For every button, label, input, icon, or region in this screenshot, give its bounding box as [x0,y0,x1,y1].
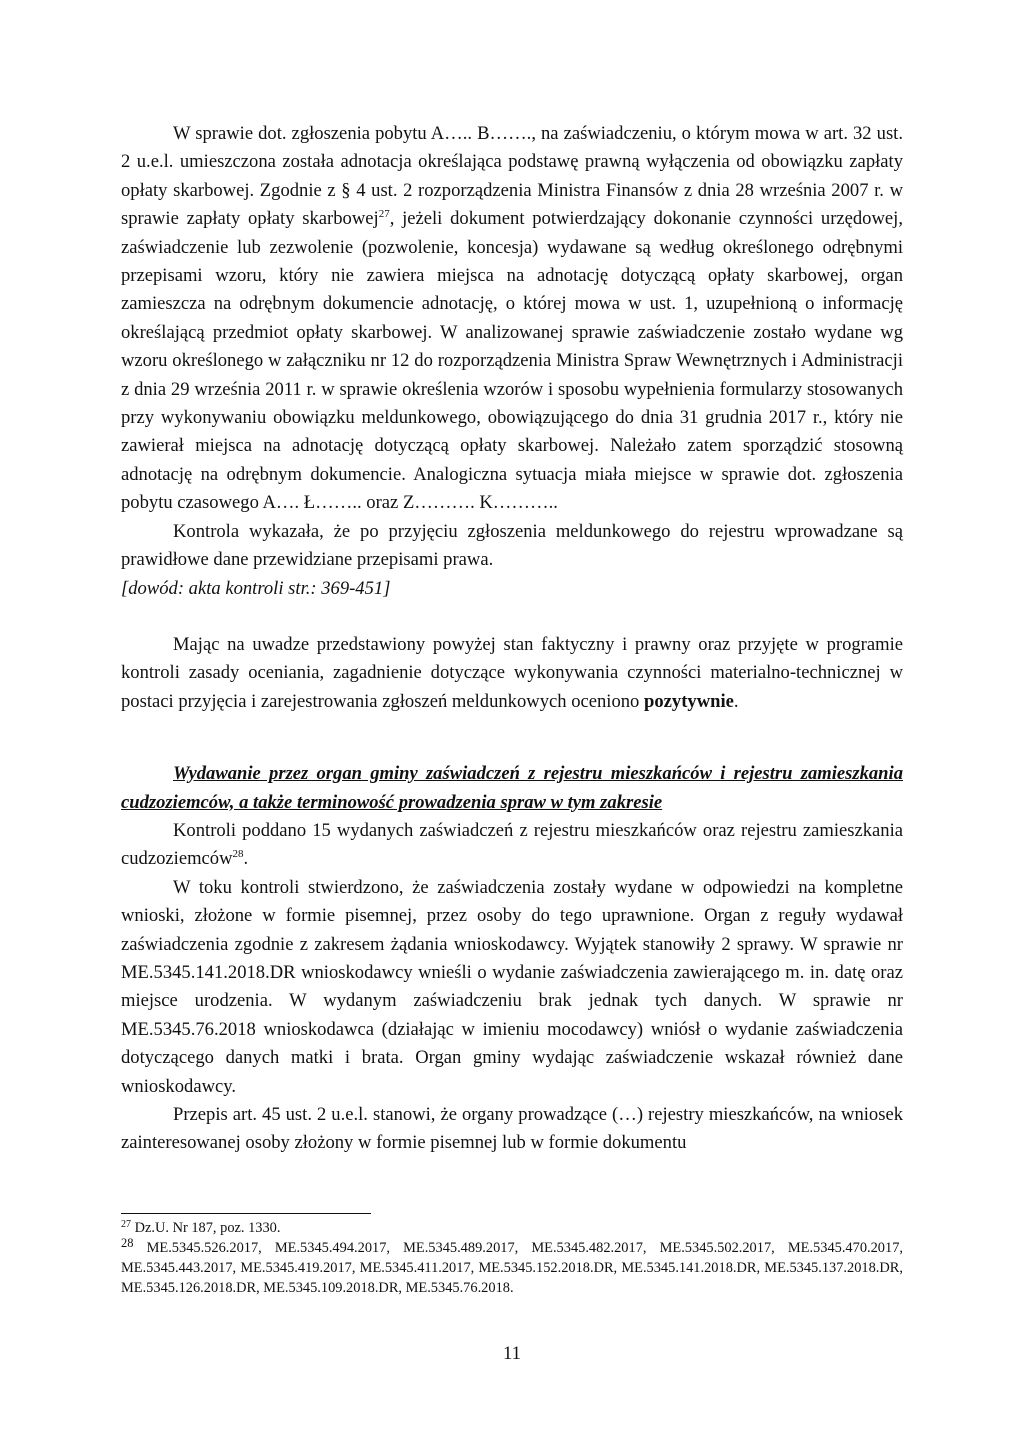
footnote-27 [121,1218,903,1238]
page-number: 11 [503,1343,521,1364]
paragraph-assessment [121,631,903,716]
footnote-28 [121,1238,903,1298]
paragraph-fee-annotation [121,120,903,518]
paragraph-fee-annotation-part-a: W sprawie dot. zgłoszenia pobytu A….. B……., na zaświadczeniu, o którym mowa w art. 32 ust. 2 u.e.l. umieszczona została adnotacja określająca podstawę prawną wyłączenia od obowiązku zapłaty opłaty skarbowej. Zgodnie z § 4 ust. 2 rozporządzenia Ministra Finansów z dnia 28 września 2007 r. w sprawie zapłaty opłaty skarbowej [121,123,903,230]
certificates-count-text: Kontroli poddano 15 wydanych zaświadczeń z rejestru mieszkańców oraz rejestru zamieszkania cudzoziemców [121,819,903,870]
certificates-count-end: . [243,848,249,870]
paragraph-control-result: Kontrola wykazała, że po przyjęciu zgłoszenia meldunkowego do rejestru wprowadzane są prawidłowe dane przewidziane przepisami prawa. [121,520,903,571]
paragraph-control-findings: W toku kontroli stwierdzono, że zaświadczenia zostały wydane w odpowiedzi na kompletne wnioski, złożone w formie pisemnej, przez osoby do tego uprawnione. Organ z reguły wydawał zaświadczenia zgodnie z zakresem żądania wnioskodawcy. Wyjątek stanowiły 2 sprawy. W sprawie nr ME.5345.141.2018.DR wnioskodawcy wnieśli o wydanie zaświadczenia zawierającego m. in. datę oraz miejsce urodzenia. W wydanym zaświadczeniu brak jednak tych danych. W sprawie nr ME.5345.76.2018 wnioskodawca (działając w imieniu mocodawcy) wniósł o wydanie zaświadczenia dotyczącego danych matki i brata. Organ gminy wydając zaświadczenie wskazał również dane wnioskodawcy. [121,876,903,1097]
footnote-ref-27: 27 [378,208,390,221]
assessment-verdict: pozytywnie [644,690,734,712]
footnote-27-text: Dz.U. Nr 187, poz. 1330. [131,1220,281,1236]
footnotes [121,1218,903,1298]
paragraph-certificates-count [121,817,903,874]
evidence-reference: [dowód: akta kontroli str.: 369-451] [121,577,391,599]
footnote-separator [121,1213,371,1214]
footnote-28-mark: 28 [121,1236,134,1250]
footnote-28-text: ME.5345.526.2017, ME.5345.494.2017, ME.5345.489.2017, ME.5345.482.2017, ME.5345.502.2017, ME.5345.470.2017, ME.5345.443.2017, ME.5345.419.2017, ME.5345.411.2017, ME.5345.152.2018.DR, ME.5345.141.2018.DR, ME.5345.137.2018.DR, ME.5345.126.2018.DR, ME.5345.109.2018.DR, ME.5345.76.2018. [121,1240,903,1296]
body-text [121,120,903,1158]
footnote-ref-28: 28 [232,848,244,861]
paragraph-fee-annotation-part-b: , jeżeli dokument potwierdzający dokonanie czynności urzędowej, zaświadczenie lub zezwolenie (pozwolenie, koncesja) wydawane są według określonego odrębnymi przepisami wzoru, który nie zawiera miejsca na adnotację dotyczącą opłaty skarbowej, organ zamieszcza na odrębnym dokumencie adnotację, o której mowa w ust. 1, uzupełnioną o informację określającą przedmiot opłaty skarbowej. W analizowanej sprawie zaświadczenie zostało wydane wg wzoru określonego w załączniku nr 12 do rozporządzenia Ministra Spraw Wewnętrznych i Administracji z dnia 29 września 2011 r. w sprawie określenia wzorów i sposobu wypełnienia formularzy stosowanych przy wykonywaniu obowiązku meldunkowego, obowiązującego do dnia 31 grudnia 2017 r., który nie zawierał miejsca na adnotację dotyczącą opłaty skarbowej. Należało zatem sporządzić stosowną adnotację na odrębnym dokumencie. Analogiczna sytuacja miała miejsce w sprawie dot. zgłoszenia pobytu czasowego A…. Ł…….. oraz Z………. K……….. [121,208,903,514]
paragraph-legal-provision: Przepis art. 45 ust. 2 u.e.l. stanowi, że organy prowadzące (…) rejestry mieszkańców, na wniosek zainteresowanej osoby złożony w formie pisemnej lub w formie dokumentu [121,1104,903,1154]
assessment-text: Mając na uwadze przedstawiony powyżej stan faktyczny i prawny oraz przyjęte w programie kontroli zasady oceniania, zagadnienie dotyczące wykonywania czynności materialno-technicznej w postaci przyjęcia i zarejestrowania zgłoszeń meldunkowych oceniono [121,633,903,712]
footnote-27-mark: 27 [121,1219,131,1230]
assessment-end: . [733,690,739,712]
section-heading: Wydawanie przez organ gminy zaświadczeń z rejestru mieszkańców i rejestru zamieszkania cudzoziemców, a także terminowość prowadzenia spraw w tym zakresie [121,763,903,813]
